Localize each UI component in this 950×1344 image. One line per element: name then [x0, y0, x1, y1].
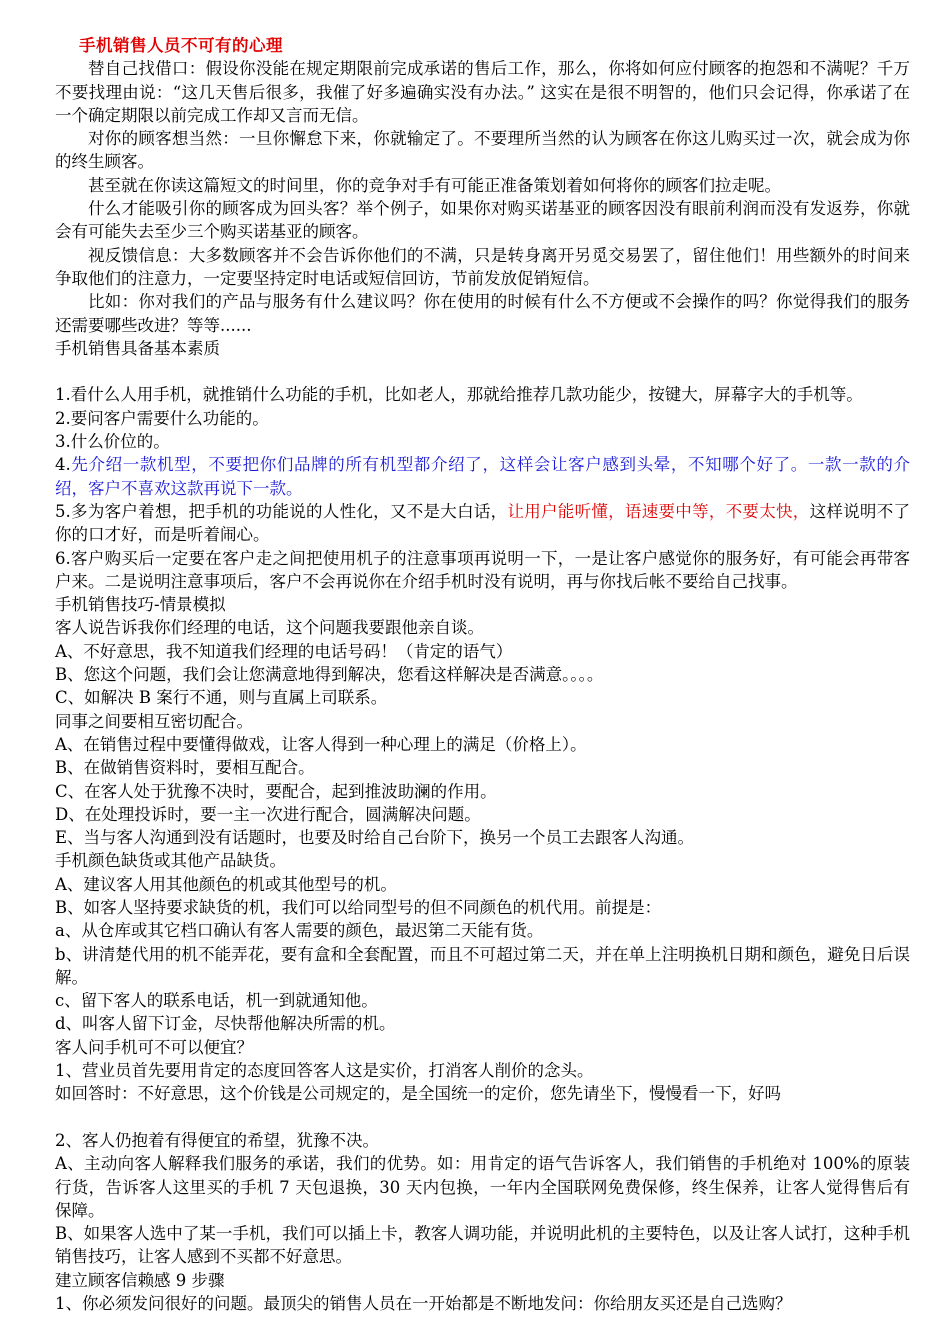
scenario-line: 手机颜色缺货或其他产品缺货。 — [55, 851, 286, 871]
quality-item-3: 3.什么价位的。 — [55, 432, 170, 452]
quality-item-6: 6.客户购买后一定要在客户走之间把使用机子的注意事项再说明一下，一是让客户感觉你的服务好，有可能会再带客户来。二是说明注意事项后，客户不会再说你在介绍手机时没有说明，再与你找后帐不要给自己找事。 — [55, 548, 910, 591]
scenario-line: 1、营业员首先要用肯定的态度回答客人这是实价，打消客人削价的念头。 — [55, 1061, 594, 1081]
scenario-line: B、如客人坚持要求缺货的机，我们可以给同型号的但不同颜色的机代用。前提是： — [55, 897, 662, 917]
scenario-line: C、如解决 B 案行不通，则与直属上司联系。 — [55, 688, 388, 708]
scenario-line: a、从仓库或其它档口确认有客人需要的颜色，最迟第二天能有货。 — [55, 921, 544, 941]
scenario-line: 如回答时：不好意思，这个价钱是公司规定的，是全国统一的定价，您先请坐下，慢慢看一下，好吗 — [55, 1084, 781, 1104]
intro-paragraph-5: 视反馈信息：大多数顾客并不会告诉你他们的不满，只是转身离开另觅交易罢了，留住他们！用些额外的时间来争取他们的注意力，一定要坚持定时电话或短信回访，节前发放促销短信。 — [55, 245, 910, 288]
quality-item-5-highlight: 让用户能听懂，语速要中等，不要太快， — [507, 501, 810, 521]
trust-heading: 建立顾客信赖感 9 步骤 — [55, 1270, 225, 1290]
intro-paragraph-3: 甚至就在你读这篇短文的时间里，你的竞争对手有可能正准备策划着如何将你的顾客们拉走呢。 — [88, 175, 781, 195]
scenario-line: d、叫客人留下订金，尽快帮他解决所需的机。 — [55, 1014, 396, 1034]
quality-item-4-highlight: 先介绍一款机型，不要把你们品牌的所有机型都介绍了，这样会让客户感到头晕，不知哪个好了。一款一款的介绍，客户不喜欢这款再说下一款。 — [55, 455, 910, 498]
scenario-line: 客人问手机可不可以便宜？ — [55, 1037, 253, 1057]
intro-paragraph-2: 对你的顾客想当然：一旦你懈怠下来，你就输定了。不要理所当然的认为顾客在你这儿购买过一次，就会成为你的终生顾客。 — [55, 129, 910, 172]
trust-step-1: 1、你必须发问很好的问题。最顶尖的销售人员在一开始都是不断地发问：你给朋友买还是自己选购？ — [55, 1294, 792, 1314]
quality-item-4-number: 4. — [55, 455, 71, 475]
scenario-line: A、不好意思，我不知道我们经理的电话号码！（肯定的语气） — [55, 641, 513, 661]
bargain-line: 2、客人仍抱着有得便宜的希望，犹豫不决。 — [55, 1130, 379, 1150]
scenario-line: 客人说告诉我你们经理的电话，这个问题我要跟他亲自谈。 — [55, 618, 484, 638]
quality-item-5 — [55, 500, 910, 547]
scenario-line: b、讲清楚代用的机不能弄花，要有盒和全套配置，而且不可超过第二天，并在单上注明换机日期和颜色，避免日后误解。 — [55, 944, 910, 987]
scenario-line: C、在客人处于犹豫不决时，要配合，起到推波助澜的作用。 — [55, 781, 497, 801]
quality-item-5-end: 这样说明不了你的口才好，而是听着闹心。 — [55, 501, 911, 545]
scenario-line: E、当与客人沟通到没有话题时，也要及时给自己台阶下，换另一个员工去跟客人沟通。 — [55, 828, 695, 848]
quality-item-1: 1.看什么人用手机，就推销什么功能的手机，比如老人，那就给推荐几款功能少，按键大，屏幕字大的手机等。 — [55, 385, 863, 405]
quality-item-5-start: 5.多为客户着想，把手机的功能说的人性化，又不是大白话， — [55, 501, 508, 521]
qualities-heading: 手机销售具备基本素质 — [55, 338, 220, 358]
scenario-line: D、在处理投诉时，要一主一次进行配合，圆满解决问题。 — [55, 804, 481, 824]
document-page — [55, 34, 910, 1315]
blank-line — [55, 1106, 910, 1129]
scenario-heading: 手机销售技巧-情景模拟 — [55, 595, 226, 615]
scenario-line: A、在销售过程中要懂得做戏，让客人得到一种心理上的满足（价格上）。 — [55, 734, 587, 754]
bargain-line: B、如果客人选中了某一手机，我们可以插上卡，教客人调功能，并说明此机的主要特色，以及让客人试打，这种手机销售技巧，让客人感到不买都不好意思。 — [55, 1224, 910, 1267]
intro-paragraph-4: 什么才能吸引你的顾客成为回头客？举个例子，如果你对购买诺基亚的顾客因没有眼前利润而没有发返券，你就会有可能失去至少三个购买诺基亚的顾客。 — [55, 199, 910, 242]
bargain-line: A、主动向客人解释我们服务的承诺，我们的优势。如：用肯定的语气告诉客人，我们销售的手机绝对 100%的原装行货，告诉客人这里买的手机 7 天包退换，30 天内包换，一年内全国联网免费保修，终生保养，让客人觉得售后有保障。 — [55, 1154, 910, 1220]
intro-paragraph-1: 替自己找借口：假设你没能在规定期限前完成承诺的售后工作，那么，你将如何应付顾客的抱怨和不满呢？千万不要找理由说：“这几天售后很多，我催了好多遍确实没有办法。” 这实在是很不明智的，他们只会记得，你承诺了在一个确定期限以前完成工作却又言而无信。 — [55, 59, 910, 125]
scenario-line: B、您这个问题，我们会让您满意地得到解决，您看这样解决是否满意。。。。 — [55, 665, 604, 685]
scenario-line: c、留下客人的联系电话，机一到就通知他。 — [55, 991, 378, 1011]
blank-line — [55, 360, 910, 383]
quality-item-2: 2.要问客户需要什么功能的。 — [55, 408, 269, 428]
document-title: 手机销售人员不可有的心理 — [79, 36, 283, 55]
scenario-line: 同事之间要相互密切配合。 — [55, 711, 253, 731]
scenario-line: A、建议客人用其他颜色的机或其他型号的机。 — [55, 874, 397, 894]
quality-item-4 — [55, 453, 910, 500]
intro-paragraph-6: 比如：你对我们的产品与服务有什么建议吗？你在使用的时候有什么不方便或不会操作的吗？你觉得我们的服务还需要哪些改进？等等...... — [55, 292, 910, 335]
scenario-line: B、在做销售资料时，要相互配合。 — [55, 758, 315, 778]
